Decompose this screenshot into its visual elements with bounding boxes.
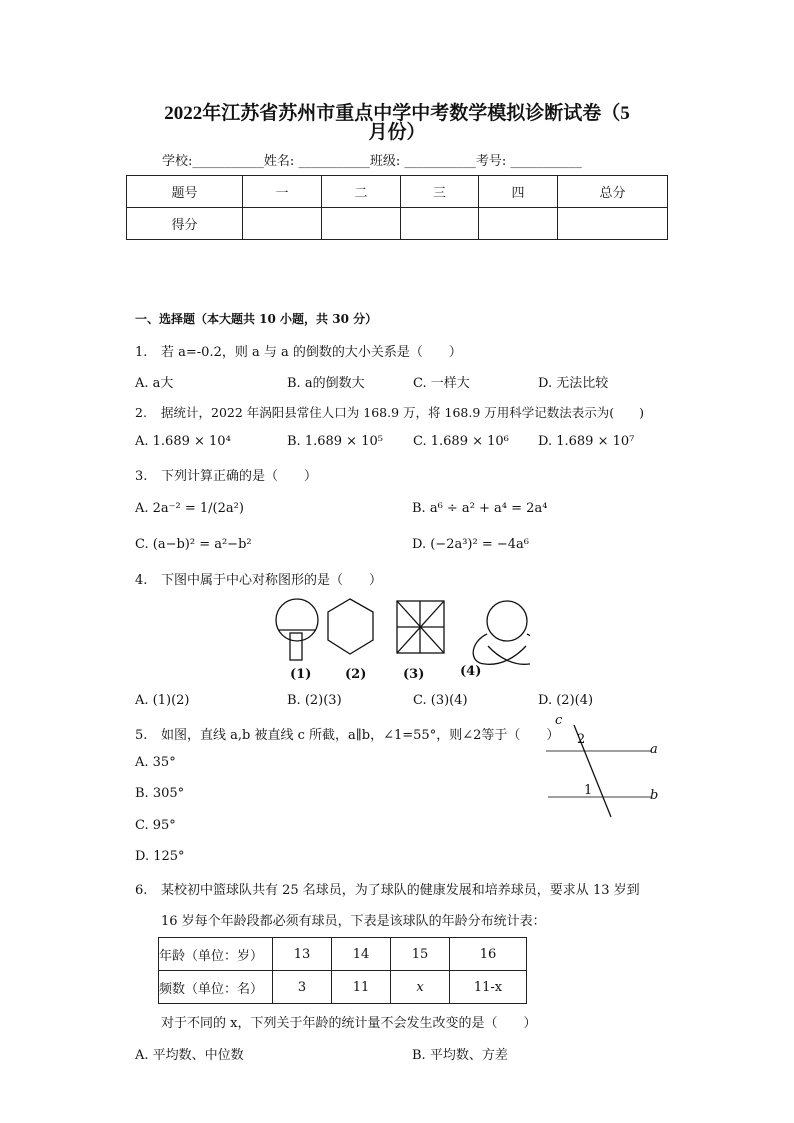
option[interactable]: D. 125° (135, 849, 185, 864)
header-cell: 题号 (127, 176, 243, 208)
option[interactable]: A. a大 (135, 376, 174, 391)
option[interactable]: C. (a−b)² = a²−b² (135, 537, 252, 552)
symmetry-figures (270, 598, 530, 673)
question-text: 下列计算正确的是（ ） (161, 469, 318, 484)
figure-label: (2) (345, 667, 367, 682)
question-text-continued: 对于不同的 x，下列关于年龄的统计量不会发生改变的是（ ） (161, 1016, 537, 1031)
option[interactable]: D. 1.689 × 10⁷ (538, 434, 635, 449)
question-4 (135, 569, 382, 588)
figure-label: (1) (290, 667, 312, 682)
option[interactable]: B. 平均数、方差 (412, 1048, 508, 1063)
question-number: 2. (135, 405, 147, 420)
option[interactable]: D. (2)(4) (538, 693, 594, 708)
diagram-label: a (650, 742, 658, 757)
diagram-label: 2 (577, 732, 586, 747)
header-cell: 三 (401, 176, 479, 208)
paddle-icon (276, 599, 318, 660)
section-heading: 一、选择题（本大题共 10 小题，共 30 分） (135, 312, 378, 326)
option[interactable]: A. 2a⁻² = 1/(2a²) (135, 501, 244, 516)
option[interactable]: A. (1)(2) (135, 693, 190, 708)
row-label: 得分 (127, 208, 243, 240)
figure-label: (4) (460, 664, 482, 679)
student-info: 学校:___________姓名: ___________班级: ___________考号: ___________ (162, 154, 582, 169)
figure-label: (3) (403, 667, 425, 682)
option[interactable]: A. 1.689 × 10⁴ (135, 434, 231, 449)
option[interactable]: B. 1.689 × 10⁵ (287, 434, 383, 449)
score-cell[interactable] (401, 208, 479, 240)
option[interactable]: B. a的倒数大 (287, 376, 365, 391)
header-cell: 一 (243, 176, 322, 208)
table-cell: x (391, 971, 450, 1004)
diagram-label: b (650, 788, 659, 803)
option[interactable]: B. a⁶ ÷ a² + a⁴ = 2a⁴ (412, 501, 548, 516)
question-text: 若 a=-0.2，则 a 与 a 的倒数的大小关系是（ ） (161, 345, 462, 360)
option[interactable]: D. (−2a³)² = −4a⁶ (412, 537, 529, 552)
option[interactable]: B. 305° (135, 786, 185, 801)
question-number: 4. (135, 573, 148, 588)
question-1 (135, 341, 462, 360)
option[interactable]: D. 无法比较 (538, 376, 609, 391)
header-cell: 四 (479, 176, 558, 208)
score-table (126, 175, 668, 240)
question-5 (135, 724, 559, 743)
table-cell: 14 (332, 938, 391, 971)
question-text: 据统计，2022 年涡阳县常住人口为 168.9 万，将 168.9 万用科学记数法表示为( ) (161, 405, 645, 420)
header-cell: 总分 (558, 176, 668, 208)
question-number: 5. (135, 728, 148, 743)
age-table (158, 937, 527, 1004)
table-cell: 年龄（单位：岁） (159, 938, 273, 971)
hexagon-icon (328, 599, 373, 654)
title-line-2: 月份） (368, 122, 426, 143)
table-cell: 11-x (450, 971, 527, 1004)
question-3 (135, 465, 317, 484)
option[interactable]: B. (2)(3) (287, 693, 342, 708)
question-number: 1. (135, 345, 148, 360)
table-cell: 16 (450, 938, 527, 971)
trefoil-icon (473, 601, 530, 664)
option[interactable]: A. 平均数、中位数 (135, 1048, 244, 1063)
score-cell[interactable] (243, 208, 322, 240)
option[interactable]: C. (3)(4) (413, 693, 468, 708)
option[interactable]: C. 一样大 (413, 376, 470, 391)
score-cell[interactable] (558, 208, 668, 240)
question-text: 如图，直线 a,b 被直线 c 所截，a∥b，∠1=55°，则∠2等于（ ） (161, 728, 560, 743)
diagram-label: 1 (584, 783, 593, 798)
table-cell: 频数（单位：名） (159, 971, 273, 1004)
question-text: 下图中属于中心对称图形的是（ ） (161, 573, 383, 588)
option[interactable]: C. 95° (135, 818, 176, 833)
question-text-continued: 16 岁每个年龄段都必须有球员，下表是该球队的年龄分布统计表： (161, 914, 546, 929)
diagram-label: c (555, 713, 563, 728)
table-cell: 13 (273, 938, 332, 971)
table-cell: 11 (332, 971, 391, 1004)
score-cell[interactable] (322, 208, 401, 240)
title-line-1: 2022年江苏省苏州市重点中学中考数学模拟诊断试卷（5 (164, 103, 630, 124)
option[interactable]: C. 1.689 × 10⁶ (413, 434, 509, 449)
header-cell: 二 (322, 176, 401, 208)
table-cell: 3 (273, 971, 332, 1004)
question-6 (135, 879, 640, 898)
question-number: 6. (135, 883, 148, 898)
pinwheel-icon (397, 601, 444, 653)
parallel-lines-diagram (540, 715, 670, 825)
question-number: 3. (135, 469, 148, 484)
question-2 (135, 403, 644, 421)
table-cell: 15 (391, 938, 450, 971)
option[interactable]: A. 35° (135, 755, 176, 770)
question-text: 某校初中篮球队共有 25 名球员，为了球队的健康发展和培养球员，要求从 13 岁到 (161, 883, 640, 898)
score-cell[interactable] (479, 208, 558, 240)
